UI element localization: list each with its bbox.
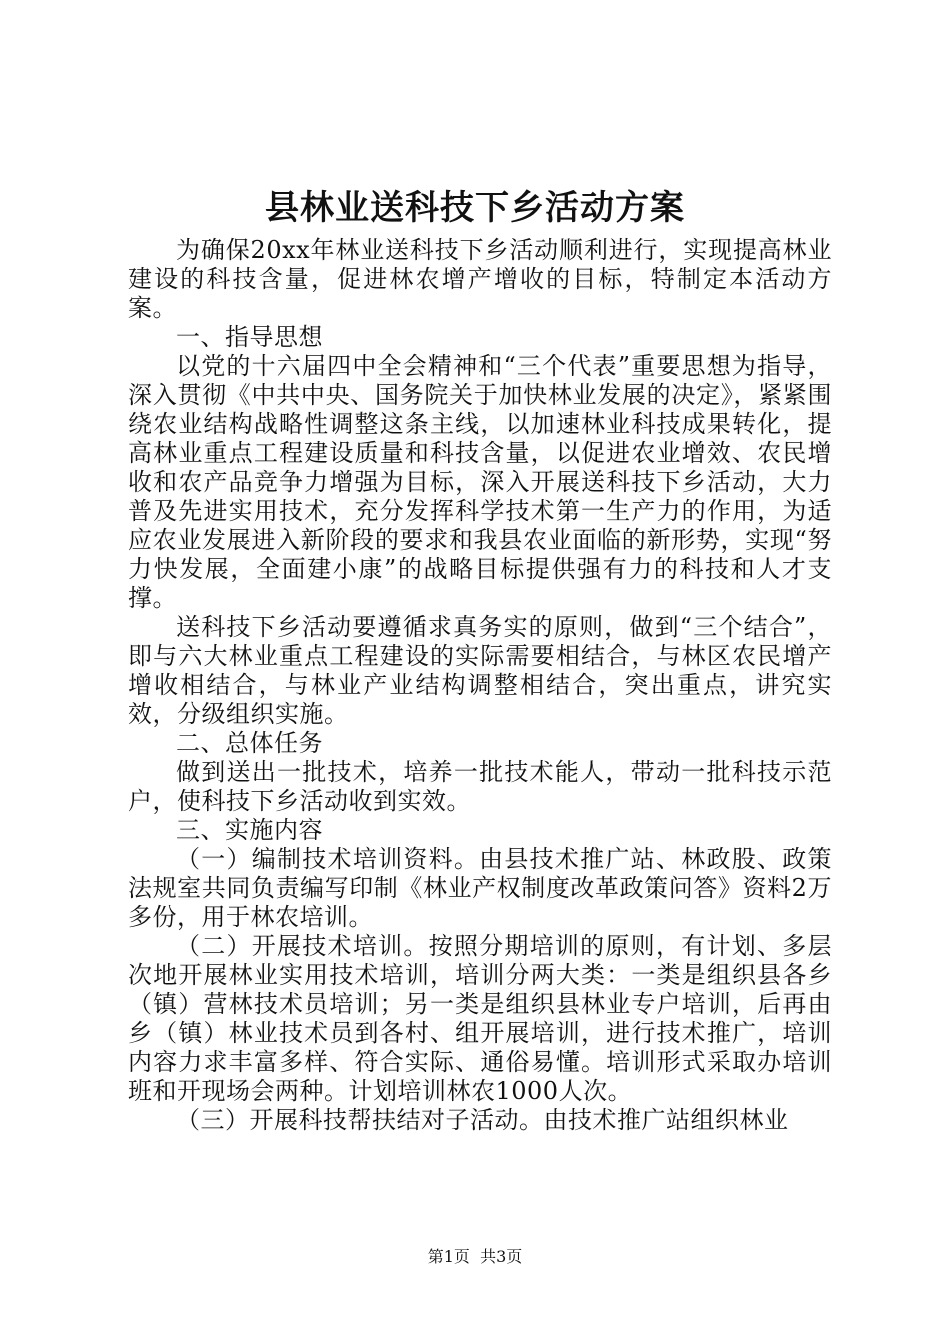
section-heading-overall-task: 二、总体任务 [176, 729, 323, 757]
paragraph-intro: 为确保20xx年林业送科技下乡活动顺利进行，实现提高林业建设的科技含量，促进林农增产增收的目标，特制定本活动方案。 [128, 236, 832, 322]
paragraph-item-1: （一）编制技术培训资料。由县技术推广站、林政股、政策法规室共同负责编写印制《林业产权制度改革政策问答》资料2万多份，用于林农培训。 [128, 845, 832, 931]
paragraph-overall-task: 做到送出一批技术，培养一批技术能人，带动一批科技示范户，使科技下乡活动收到实效。 [128, 758, 832, 815]
page-number-footer: 第1页 共3页 [427, 1247, 523, 1266]
paragraph-item-2: （二）开展技术培训。按照分期培训的原则，有计划、多层次地开展林业实用技术培训，培训分两大类：一类是组织县各乡（镇）营林技术员培训；另一类是组织县林业专户培训，后再由乡（镇）林业技术员到各村、组开展培训，进行技术推广，培训内容力求丰富多样、符合实际、通俗易懂。培训形式采取办培训班和开现场会两种。计划培训林农1000人次。 [128, 932, 832, 1105]
paragraph-principles: 送科技下乡活动要遵循求真务实的原则，做到“三个结合”，即与六大林业重点工程建设的实际需要相结合，与林区农民增产增收相结合，与林业产业结构调整相结合，突出重点，讲究实效，分级组织实施。 [128, 613, 832, 728]
section-heading-guiding-thought: 一、指导思想 [176, 323, 323, 351]
document-body [128, 236, 832, 1135]
paragraph-item-3: （三）开展科技帮扶结对子活动。由技术推广站组织林业 [176, 1106, 789, 1134]
section-heading-implementation: 三、实施内容 [176, 816, 323, 844]
paragraph-guiding-thought: 以党的十六届四中全会精神和“三个代表”重要思想为指导，深入贯彻《中共中央、国务院关于加快林业发展的决定》，紧紧围绕农业结构战略性调整这条主线，以加速林业科技成果转化，提高林业重点工程建设质量和科技含量，以促进农业增效、农民增收和农产品竞争力增强为目标，深入开展送科技下乡活动，大力普及先进实用技术，充分发挥科学技术第一生产力的作用，为适应农业发展进入新阶段的要求和我县农业面临的新形势，实现“努力快发展，全面建小康”的战略目标提供强有力的科技和人才支撑。 [128, 352, 832, 612]
document-title: 县林业送科技下乡活动方案 [265, 188, 685, 228]
